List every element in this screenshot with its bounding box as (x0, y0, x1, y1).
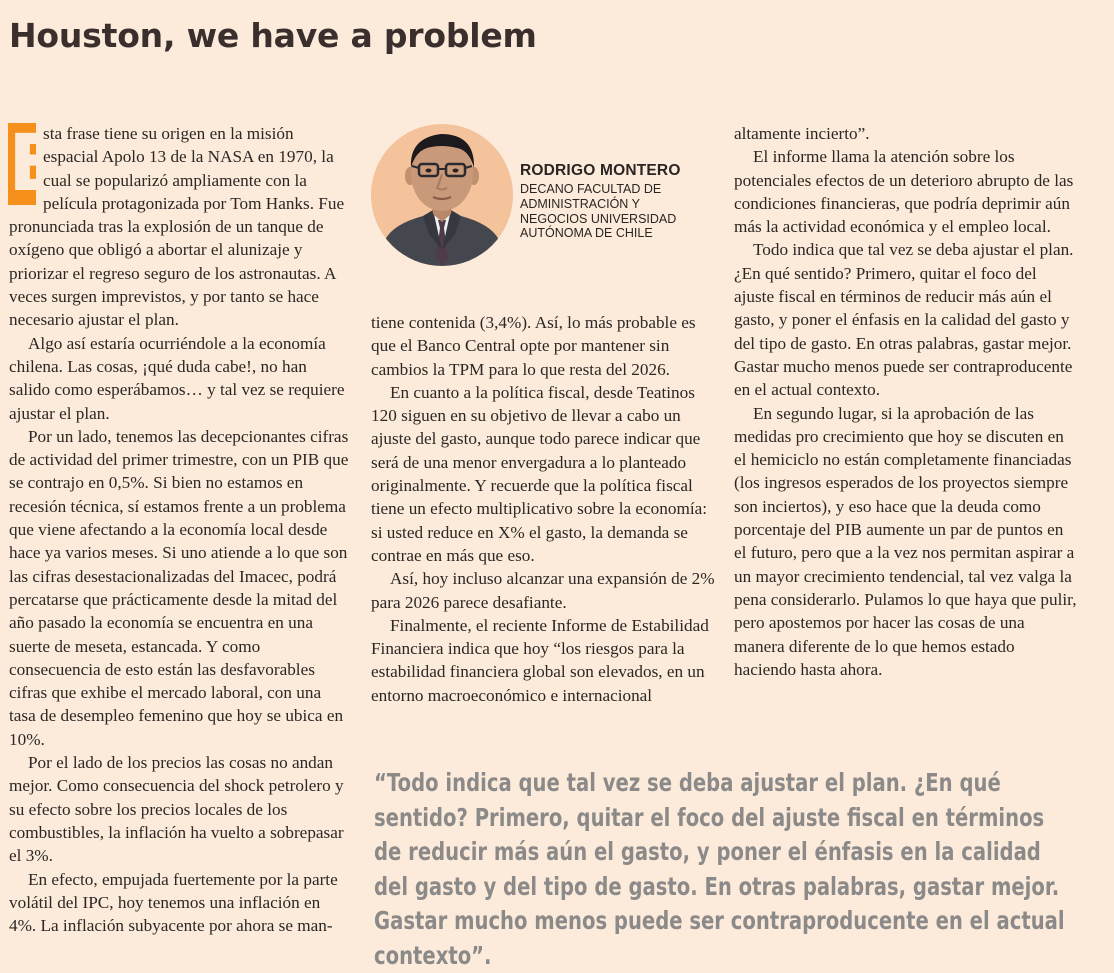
article-paragraph: Algo así estaría ocurriéndole a la economía chilena. Las cosas, ¡qué duda cabe!, no han salido como esperábamos… y tal vez se requiere ajustar el plan. (9, 333, 345, 423)
article-paragraph: Así, hoy incluso alcanzar una expansión de 2% para 2026 parece desafiante. (371, 569, 715, 612)
article-paragraph (8, 119, 351, 332)
article-paragraph: El informe llama la atención sobre los potenciales efectos de un deterioro abrupto de las condiciones financieras, que podría deprimir aún más la actividad económica y el empleo local. (734, 147, 1074, 237)
article-paragraph: En segundo lugar, si la aprobación de las medidas pro crecimiento que hoy se discuten en el hemiciclo no están completamente financiadas (los ingresos esperados de los proyectos siempre son inciertos), y eso hace que la deuda como porcentaje del PIB aumente un par de puntos en el futuro, pero que a la vez nos permitan aspirar a un mayor crecimiento tendencial, tal vez valga la pena considerarlo. Pulamos lo que haya que pulir, pero apostemos por hacer las cosas de una manera diferente de lo que hemos estado haciendo hasta ahora. (734, 403, 1077, 679)
article-paragraph: Todo indica que tal vez se deba ajustar el plan. ¿En qué sentido? Primero, quitar el foco del ajuste fiscal en términos de reducir más aún el gasto, y poner el énfasis en la calidad del gasto y del tipo de gasto. En otras palabras, gastar mejor. Gastar mucho menos puede ser contraproducente en el actual contexto. (734, 240, 1074, 400)
article-column-3 (734, 122, 1079, 681)
author-role: DECANO FACULTAD DE ADMINISTRACIÓN Y NEGOCIOS UNIVERSIDAD AUTÓNOMA DE CHILE (520, 182, 677, 241)
article-paragraph: Por el lado de los precios las cosas no andan mejor. Como consecuencia del shock petrolero y su efecto sobre los precios locales de los combustibles, la inflación ha vuelto a sobrepasar el 3%. (9, 753, 344, 866)
article-paragraph: En efecto, empujada fuertemente por la parte volátil del IPC, hoy tenemos una inflación en 4%. La inflación subyacente por ahora se man- (9, 869, 338, 936)
article-paragraph: Por un lado, tenemos las decepcionantes cifras de actividad del primer trimestre, con un PIB que se contrajo en 0,5%. Si bien no estamos en recesión técnica, sí estamos frente a un problema que viene afectando a la economía local desde hace ya varios meses. Si uno atiende a lo que son las cifras desestacionalizadas del Imacec, podrá percatarse que prácticamente desde la mitad del año pasado la economía se encuentra en una suerte de meseta, estancada. Y como consecuencia de esto están las desfavorables cifras que exhibe el mercado laboral, con una tasa de desempleo femenino que hoy se ubica en 10%. (9, 426, 349, 749)
portrait-illustration (371, 124, 513, 266)
article-paragraph: altamente incierto”. (734, 124, 870, 143)
author-name: RODRIGO MONTERO (520, 162, 681, 179)
author-byline (520, 160, 710, 241)
paragraph-text: sta frase tiene su origen en la misión espacial Apolo 13 de la NASA en 1970, la cual se popularizó ampliamente con la película protagonizada por Tom Hanks. Fue pronunciada tras la explosión de un tanque de oxígeno que obligó a abortar el alunizaje y priorizar el regreso seguro de los astronautas. A veces surgen imprevistos, y por tanto se hace necesario ajustar el plan. (9, 124, 345, 330)
article-paragraph: tiene contenida (3,4%). Así, lo más probable es que el Banco Central opte por mantener sin cambios la TPM para lo que resta del 2026. (371, 313, 696, 379)
article-title: Houston, we have a problem (9, 16, 537, 55)
drop-cap: E (8, 119, 62, 209)
pull-quote: “Todo indica que tal vez se deba ajustar el plan. ¿En qué sentido? Primero, quitar el foco del ajuste fiscal en términos de reducir más aún el gasto, y poner el énfasis en la calidad del gasto y del tipo de gasto. En otras palabras, gastar mejor. Gastar mucho menos puede ser contraproducente en el actual contexto”. (374, 768, 1065, 970)
article-paragraph: En cuanto a la política fiscal, desde Teatinos 120 siguen en su objetivo de llevar a cabo un ajuste del gasto, aunque todo parece indicar que será de una menor envergadura a lo planteado originalmente. Y recuerde que la política fiscal tiene un efecto multiplicativo sobre la economía: si usted reduce en X% el gasto, la demanda se contrae en más que eso. (371, 382, 707, 565)
article-paragraph: Finalmente, el reciente Informe de Estabilidad Financiera indica que hoy “los riesgos para la estabilidad financiera global son elevados, en un entorno macroeconómico e internacional (371, 615, 709, 705)
article-column-1 (8, 119, 351, 937)
article-column-2 (371, 311, 716, 707)
author-portrait-photo (371, 124, 513, 266)
